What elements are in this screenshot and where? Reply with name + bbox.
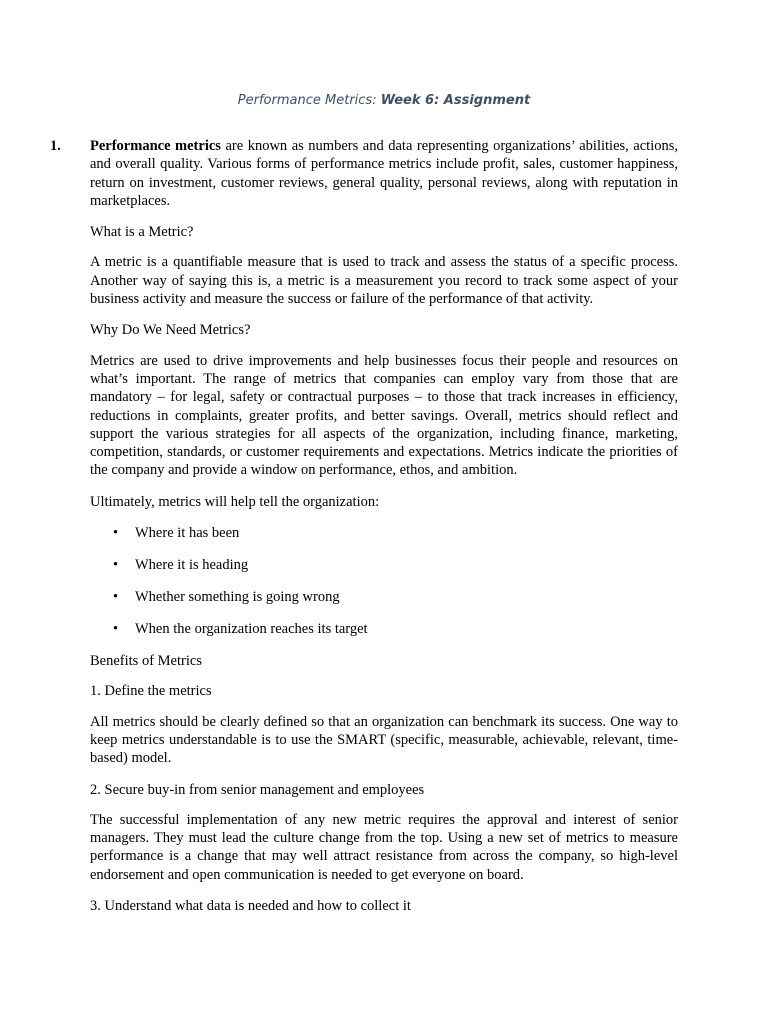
title-italic: Performance Metrics: — [237, 93, 377, 108]
bullet-list — [90, 524, 678, 638]
list-item-text: Where it has been — [135, 525, 240, 542]
item-number: 1. — [50, 138, 61, 154]
intro-text: are known as numbers and data representing organizations’ abilities, actions, and overall quality. Various forms of performance metrics include profit, sales, customer happiness, return on investment, customer reviews, general quality, personal reviews, along with reputation in marketplaces. — [90, 138, 678, 209]
paragraph-define-metrics: All metrics should be clearly defined so that an organization can benchmark its success. One way to keep metrics understandable is to use the SMART (specific, measurable, achievable, relevant, time-based) model. — [90, 713, 678, 767]
paragraph-secure-buy-in: The successful implementation of any new metric requires the approval and interest of senior managers. They must lead the culture change from the top. Using a new set of metrics to measure performance is a change that may well attract resistance from across the company, so high-level endorsement and open communication is needed to get everyone on board. — [90, 811, 678, 883]
bullet-icon: • — [113, 525, 119, 542]
paragraph-what-is-metric: A metric is a quantifiable measure that is used to track and assess the status of a specific process. Another way of saying this is, a metric is a measurement you record to track some aspect of your business activity and measure the success or failure of the performance of that activity. — [90, 254, 678, 308]
document-body — [90, 137, 678, 927]
heading-why-metrics: Why Do We Need Metrics? — [90, 322, 251, 339]
heading-benefits: Benefits of Metrics — [90, 653, 202, 670]
paragraph-why-metrics: Metrics are used to drive improvements and help businesses focus their people and resources on what’s important. The range of metrics that companies can employ vary from those that are mandatory – for legal, safety or contractual purposes – to those that track increases in efficiency, reductions in complaints, greater profits, and better savings. Overall, metrics should reflect and support the various strategies for all aspects of the organization, including finance, marketing, competition, standards, or customer requirements and expectations. Metrics indicate the priorities of the company and provide a window on performance, ethos, and ambition. — [90, 352, 678, 479]
list-item — [90, 620, 678, 638]
list-item — [90, 556, 678, 574]
title-bold: Week 6: Assignment — [380, 93, 531, 108]
heading-define-metrics: 1. Define the metrics — [90, 683, 212, 700]
list-item-text: Whether something is going wrong — [135, 589, 340, 606]
list-item — [90, 588, 678, 606]
list-item-text: When the organization reaches its target — [135, 621, 368, 638]
bullet-icon: • — [113, 621, 119, 638]
intro-term: Performance metrics — [90, 138, 221, 154]
intro-paragraph — [90, 137, 678, 210]
bullet-icon: • — [113, 589, 119, 606]
list-item-text: Where it is heading — [135, 557, 249, 574]
bullet-icon: • — [113, 557, 119, 574]
heading-understand-data: 3. Understand what data is needed and how to collect it — [90, 898, 411, 915]
paragraph-ultimately: Ultimately, metrics will help tell the organization: — [90, 493, 380, 510]
heading-secure-buy-in: 2. Secure buy-in from senior management and employees — [90, 781, 425, 798]
list-item — [90, 524, 678, 542]
document-title — [0, 93, 768, 108]
heading-what-is-metric: What is a Metric? — [90, 224, 194, 241]
